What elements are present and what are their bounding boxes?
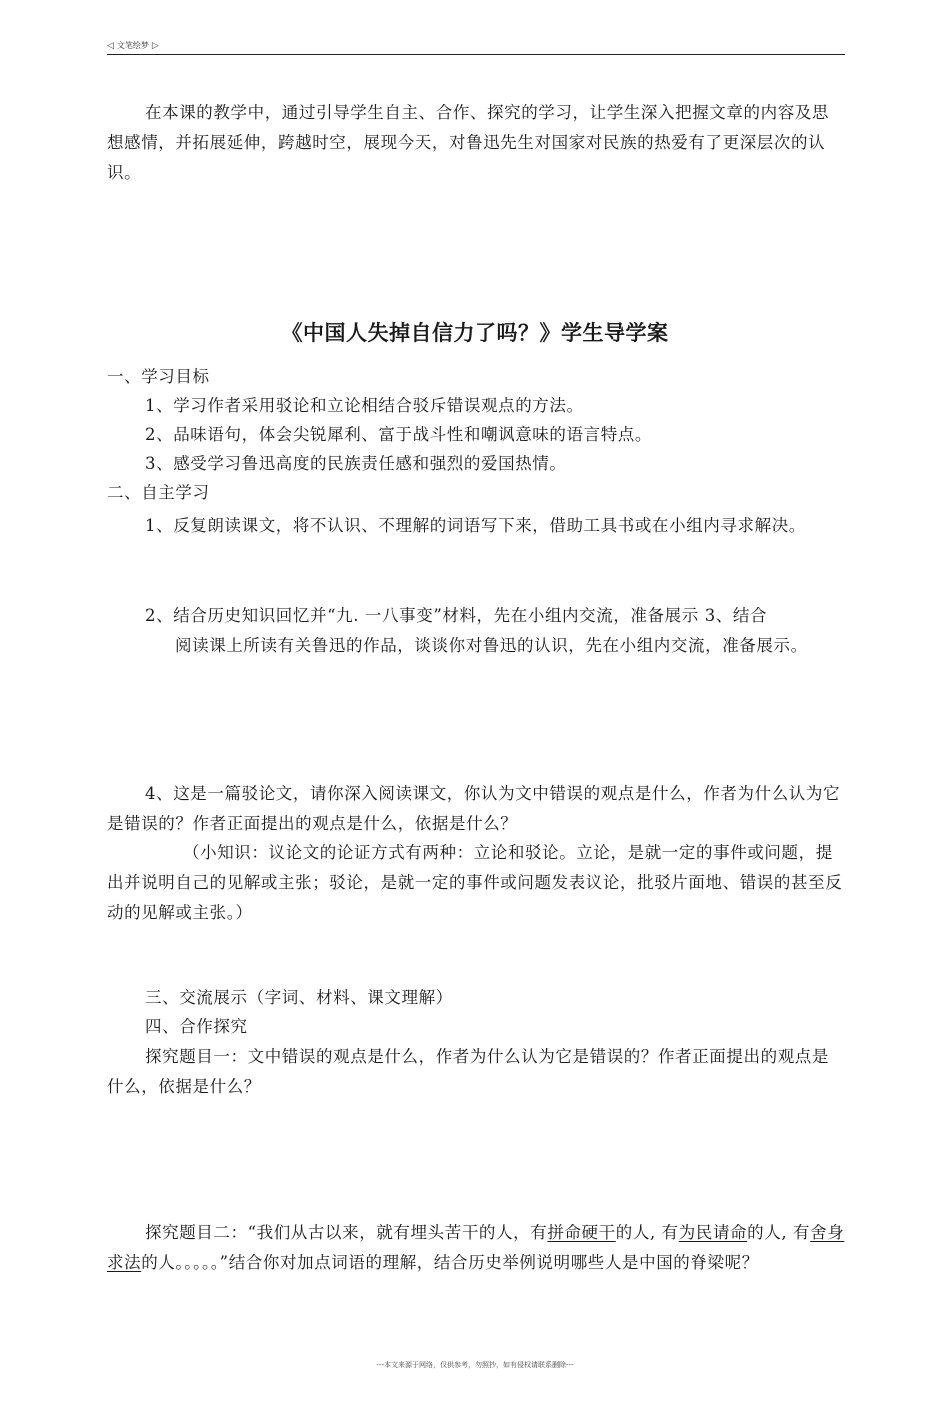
q2-text-2: 的人, 有 bbox=[615, 1223, 679, 1242]
q2-underlined-1: 拼命硬干 bbox=[547, 1223, 616, 1242]
goal-item-3: 3、感受学习鲁迅高度的民族责任感和强烈的爱国热情。 bbox=[145, 454, 567, 473]
goal-item-2: 2、品味语句，体会尖锐犀利、富于战斗性和嘲讽意味的语言特点。 bbox=[145, 425, 652, 444]
inquiry-question-1: 探究题目一：文中错误的观点是什么，作者为什么认为它是错误的？作者正面提出的观点是什么，依据是什么？ bbox=[107, 1047, 829, 1096]
intro-paragraph: 在本课的教学中，通过引导学生自主、合作、探究的学习，让学生深入把握文章的内容及思想感情，并拓展延伸，跨越时空，展现今天，对鲁迅先生对国家对民族的热爱有了更深层次的认识。 bbox=[107, 103, 829, 182]
section1-heading: 一、学习目标 bbox=[107, 367, 210, 386]
section2-heading: 二、自主学习 bbox=[107, 483, 210, 502]
q2-text-1: 探究题目二：“我们从古以来，就有埋头苦干的人，有 bbox=[145, 1223, 548, 1242]
inquiry-question-2 bbox=[107, 1218, 845, 1278]
page-header bbox=[107, 40, 845, 54]
q2-text-4: 的人。。。。。”结合你对加点词语的理解，结合历史举例说明哪些人是中国的脊梁呢？ bbox=[141, 1253, 759, 1272]
self-study-item-2-first-line: 2、结合历史知识回忆并“九. 一八事变”材料，先在小组内交流，准备展示 3、结合 bbox=[145, 606, 768, 625]
section4-heading: 四、合作探究 bbox=[145, 1017, 248, 1036]
q2-text-3: 的人, 有 bbox=[747, 1223, 811, 1242]
self-study-item-4: 4、这是一篇驳论文，请你深入阅读课文，你认为文中错误的观点是什么，作者为什么认为它是错误的？作者正面提出的观点是什么，依据是什么？ bbox=[107, 784, 841, 833]
header-rule bbox=[107, 54, 845, 55]
section3-heading: 三、交流展示（字词、材料、课文理解） bbox=[145, 988, 453, 1007]
page-footer: ---本文来源于网络，仅供参考，勿照抄，如有侵权请联系删除--- bbox=[376, 1361, 574, 1369]
self-study-item-1: 1、反复朗读课文，将不认识、不理解的词语写下来，借助工具书或在小组内寻求解决。 bbox=[145, 516, 806, 535]
document-title: 《中国人失掉自信力了吗？》学生导学案 bbox=[281, 320, 669, 345]
triangle-left-icon: ◁ bbox=[107, 40, 114, 51]
q2-underlined-2: 为民请命 bbox=[678, 1223, 748, 1242]
self-study-item-2 bbox=[145, 601, 845, 661]
triangle-right-icon: ▷ bbox=[151, 40, 159, 51]
self-study-item-2-continuation: 阅读课上所读有关鲁迅的作品，谈谈你对鲁迅的认识，先在小组内交流，准备展示。 bbox=[175, 636, 808, 655]
knowledge-note: （小知识：议论文的论证方式有两种：立论和驳论。立论，是就一定的事件或问题，提出并说明自己的见解或主张；驳论，是就一定的事件或问题发表议论，批驳片面地、错误的甚至反动的见解或主张。） bbox=[107, 843, 843, 922]
goal-item-1: 1、学习作者采用驳论和立论相结合驳斥错误观点的方法。 bbox=[145, 396, 584, 415]
q2-underlined-3: 舍身求法 bbox=[107, 1223, 845, 1272]
header-text: 文笔绘梦 bbox=[116, 41, 149, 50]
